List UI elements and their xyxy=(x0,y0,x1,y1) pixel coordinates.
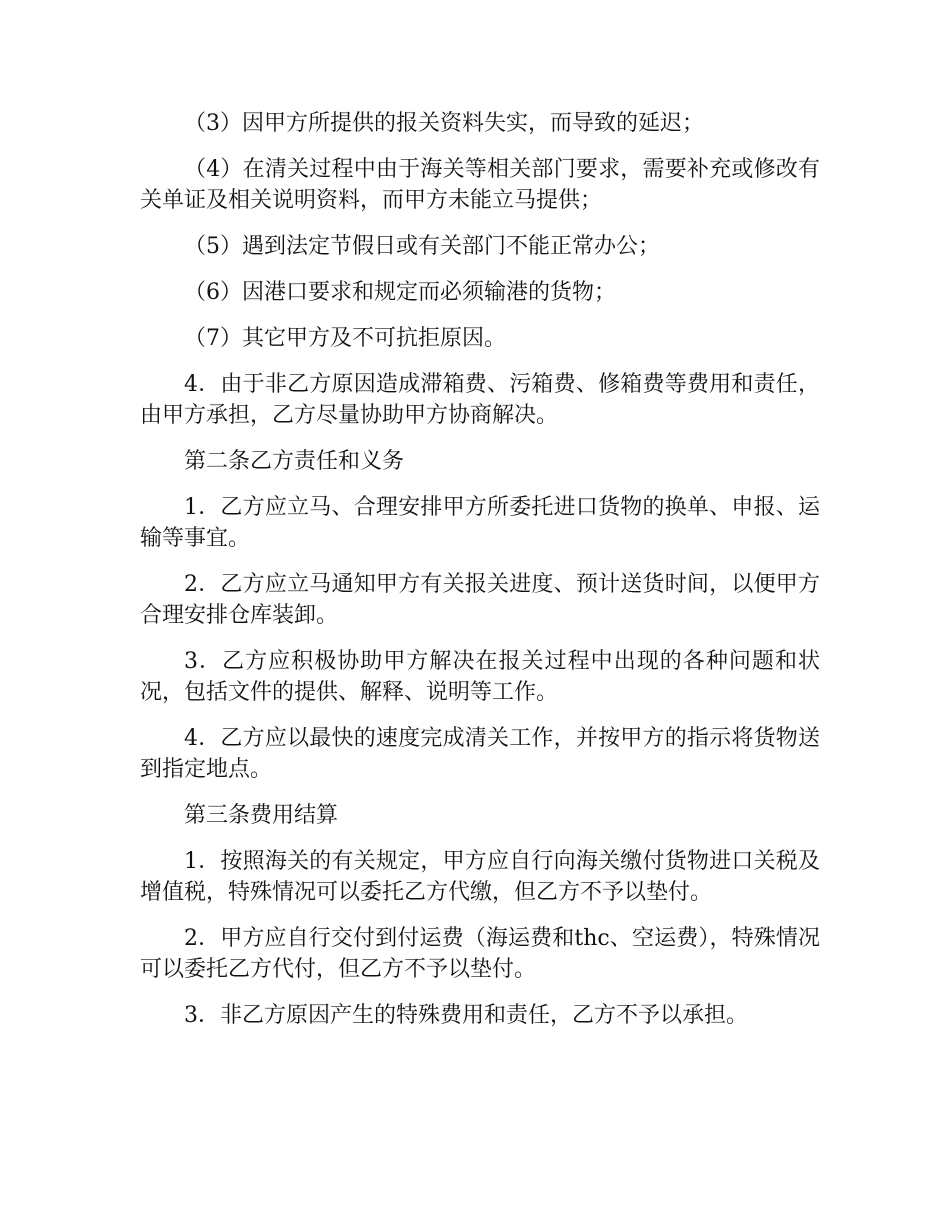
clause-item-6: （6）因港口要求和规定而必须输港的货物； xyxy=(184,280,616,305)
clause-item-5: （5）遇到法定节假日或有关部门不能正常办公； xyxy=(184,234,660,259)
section-heading-article-3: 第三条费用结算 xyxy=(184,803,339,828)
article-2-clause-4: 4．乙方应以最快的速度完成清关工作，并按甲方的指示将货物送到指定地点。 xyxy=(140,726,820,782)
article-2-clause-1: 1．乙方应立马、合理安排甲方所委托进口货物的换单、申报、运输等事宜。 xyxy=(140,495,820,551)
clause-item-3: （3）因甲方所提供的报关资料失实，而导致的延迟； xyxy=(184,111,704,136)
article-3-clause-3: 3．非乙方原因产生的特殊费用和责任，乙方不予以承担。 xyxy=(184,1003,748,1028)
document-body xyxy=(140,108,820,1046)
section-heading-article-2: 第二条乙方责任和义务 xyxy=(184,449,405,474)
clause-4: 4．由于非乙方原因造成滞箱费、污箱费、修箱费等费用和责任，由甲方承担，乙方尽量协助甲方协商解决。 xyxy=(140,372,820,428)
article-2-clause-3: 3．乙方应积极协助甲方解决在报关过程中出现的各种问题和状况，包括文件的提供、解释、说明等工作。 xyxy=(140,649,820,705)
clause-item-4: （4）在清关过程中由于海关等相关部门要求，需要补充或修改有关单证及相关说明资料，而甲方未能立马提供； xyxy=(140,157,820,213)
article-3-clause-1: 1．按照海关的有关规定，甲方应自行向海关缴付货物进口关税及增值税，特殊情况可以委托乙方代缴，但乙方不予以垫付。 xyxy=(140,849,820,905)
article-3-clause-2: 2．甲方应自行交付到付运费（海运费和thc、空运费），特殊情况可以委托乙方代付，但乙方不予以垫付。 xyxy=(140,926,820,982)
clause-item-7: （7）其它甲方及不可抗拒原因。 xyxy=(184,326,506,351)
article-2-clause-2: 2．乙方应立马通知甲方有关报关进度、预计送货时间，以便甲方合理安排仓库装卸。 xyxy=(140,572,820,628)
